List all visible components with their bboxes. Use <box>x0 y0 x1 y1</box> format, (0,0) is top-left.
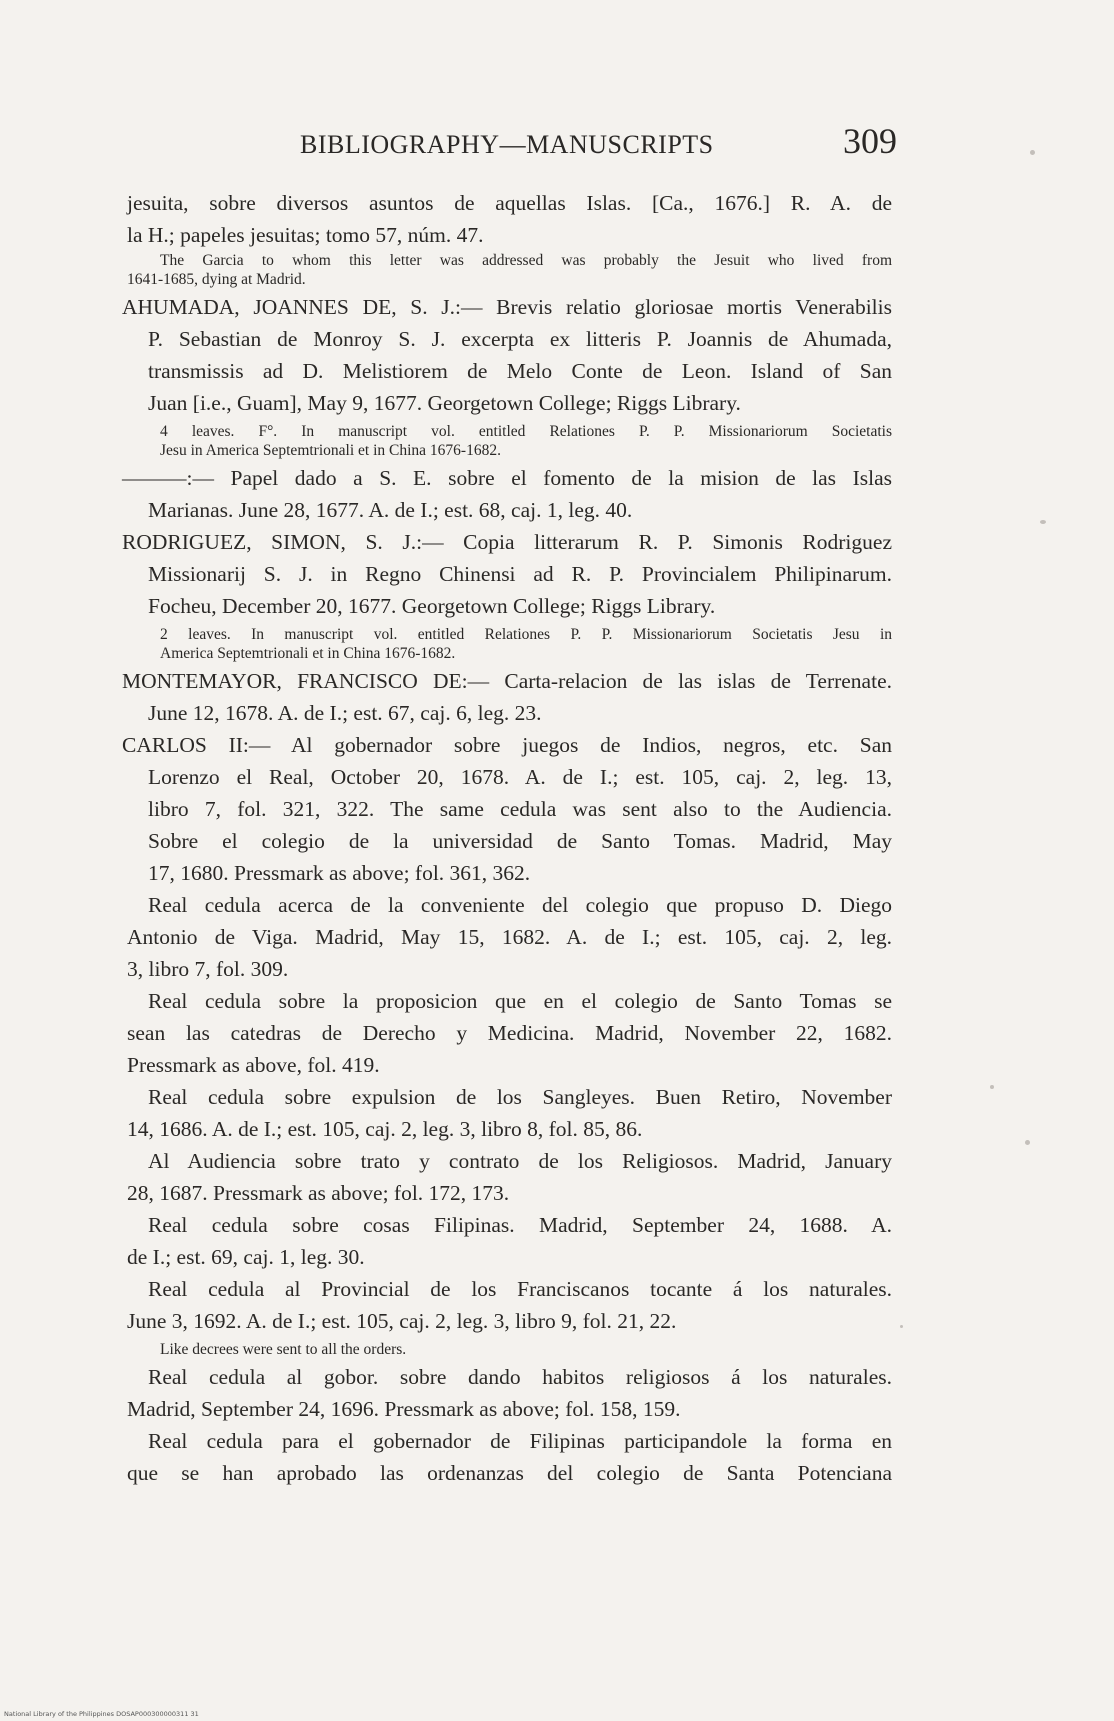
entry-line: Sobre el colegio de la universidad de Santo Tomas. Madrid, May <box>148 829 892 853</box>
entry-line: June 3, 1692. A. de I.; est. 105, caj. 2, leg. 3, libro 9, fol. 21, 22. <box>127 1309 677 1333</box>
entry-line: la H.; papeles jesuitas; tomo 57, núm. 47. <box>127 223 484 247</box>
entry-line: Real cedula sobre cosas Filipinas. Madrid, September 24, 1688. A. <box>148 1213 892 1237</box>
entry-line: 17, 1680. Pressmark as above; fol. 361, 362. <box>148 861 531 885</box>
scan-speck <box>1040 520 1046 524</box>
footnote-line: The Garcia to whom this letter was addressed was probably the Jesuit who lived from <box>160 252 892 269</box>
entry-line: Real cedula para el gobernador de Filipinas participandole la forma en <box>148 1429 892 1453</box>
entry-line: ———:— Papel dado a S. E. sobre el fomento de la mision de las Islas <box>122 466 892 490</box>
entry-line: 14, 1686. A. de I.; est. 105, caj. 2, leg. 3, libro 8, fol. 85, 86. <box>127 1117 643 1141</box>
entry-line: sean las catedras de Derecho y Medicina. Madrid, November 22, 1682. <box>127 1021 892 1045</box>
entry-line: transmissis ad D. Melistiorem de Melo Conte de Leon. Island of San <box>148 359 892 383</box>
footnote-line: 2 leaves. In manuscript vol. entitled Relationes P. P. Missionariorum Societatis Jesu in <box>160 626 892 643</box>
entry-line: Real cedula sobre expulsion de los Sangleyes. Buen Retiro, November <box>148 1085 892 1109</box>
entry-line: Focheu, December 20, 1677. Georgetown College; Riggs Library. <box>148 594 716 618</box>
entry-line: de I.; est. 69, caj. 1, leg. 30. <box>127 1245 365 1269</box>
entry-line: que se han aprobado las ordenanzas del colegio de Santa Potenciana <box>127 1461 892 1485</box>
entry-line: Missionarij S. J. in Regno Chinensi ad R. P. Provincialem Philipinarum. <box>148 562 892 586</box>
scan-speck <box>990 1085 994 1089</box>
entry-line: Real cedula acerca de la conveniente del colegio que propuso D. Diego <box>148 893 892 917</box>
entry-line: jesuita, sobre diversos asuntos de aquellas Islas. [Ca., 1676.] R. A. de <box>127 191 892 215</box>
entry-line: Real cedula al gobor. sobre dando habitos religiosos á los naturales. <box>148 1365 892 1389</box>
bibliography-text <box>122 187 892 1489</box>
scan-speck <box>900 1325 903 1328</box>
running-head-title: BIBLIOGRAPHY—MANUSCRIPTS <box>300 130 714 159</box>
scan-speck <box>1025 1140 1030 1145</box>
page-number: 309 <box>843 121 897 161</box>
footnote-line: 4 leaves. F°. In manuscript vol. entitled Relationes P. P. Missionariorum Societatis <box>160 423 892 440</box>
entry-line: Real cedula sobre la proposicion que en el colegio de Santo Tomas se <box>148 989 892 1013</box>
entry-line: RODRIGUEZ, SIMON, S. J.:— Copia litterarum R. P. Simonis Rodriguez <box>122 530 892 554</box>
entry-line: MONTEMAYOR, FRANCISCO DE:— Carta-relacion de las islas de Terrenate. <box>122 669 892 693</box>
running-head <box>300 120 897 170</box>
entry-line: Juan [i.e., Guam], May 9, 1677. Georgetown College; Riggs Library. <box>148 391 741 415</box>
footnote-line: Like decrees were sent to all the orders. <box>160 1341 407 1358</box>
entry-line: AHUMADA, JOANNES DE, S. J.:— Brevis relatio gloriosae mortis Venerabilis <box>122 295 892 319</box>
entry-line: Real cedula al Provincial de los Franciscanos tocante á los naturales. <box>148 1277 892 1301</box>
entry-line: 3, libro 7, fol. 309. <box>127 957 289 981</box>
entry-line: Lorenzo el Real, October 20, 1678. A. de I.; est. 105, caj. 2, leg. 13, <box>148 765 892 789</box>
entry-line: libro 7, fol. 321, 322. The same cedula was sent also to the Audiencia. <box>148 797 892 821</box>
scan-speck <box>1030 150 1035 155</box>
footnote-line: 1641-1685, dying at Madrid. <box>127 271 306 288</box>
entry-line: Madrid, September 24, 1696. Pressmark as above; fol. 158, 159. <box>127 1397 681 1421</box>
library-stamp: National Library of the Philippines DOSAP000300000311 31 <box>4 1710 199 1718</box>
entry-line: 28, 1687. Pressmark as above; fol. 172, 173. <box>127 1181 510 1205</box>
entry-line: P. Sebastian de Monroy S. J. excerpta ex litteris P. Joannis de Ahumada, <box>148 327 892 351</box>
entry-line: Marianas. June 28, 1677. A. de I.; est. 68, caj. 1, leg. 40. <box>148 498 633 522</box>
entry-line: Pressmark as above, fol. 419. <box>127 1053 380 1077</box>
footnote-line: America Septemtrionali et in China 1676-1682. <box>160 645 456 662</box>
entry-line: CARLOS II:— Al gobernador sobre juegos de Indios, negros, etc. San <box>122 733 892 757</box>
entry-line: June 12, 1678. A. de I.; est. 67, caj. 6, leg. 23. <box>148 701 542 725</box>
footnote-line: Jesu in America Septemtrionali et in China 1676-1682. <box>160 442 501 459</box>
entry-line: Antonio de Viga. Madrid, May 15, 1682. A. de I.; est. 105, caj. 2, leg. <box>127 925 892 949</box>
entry-line: Al Audiencia sobre trato y contrato de los Religiosos. Madrid, January <box>148 1149 892 1173</box>
